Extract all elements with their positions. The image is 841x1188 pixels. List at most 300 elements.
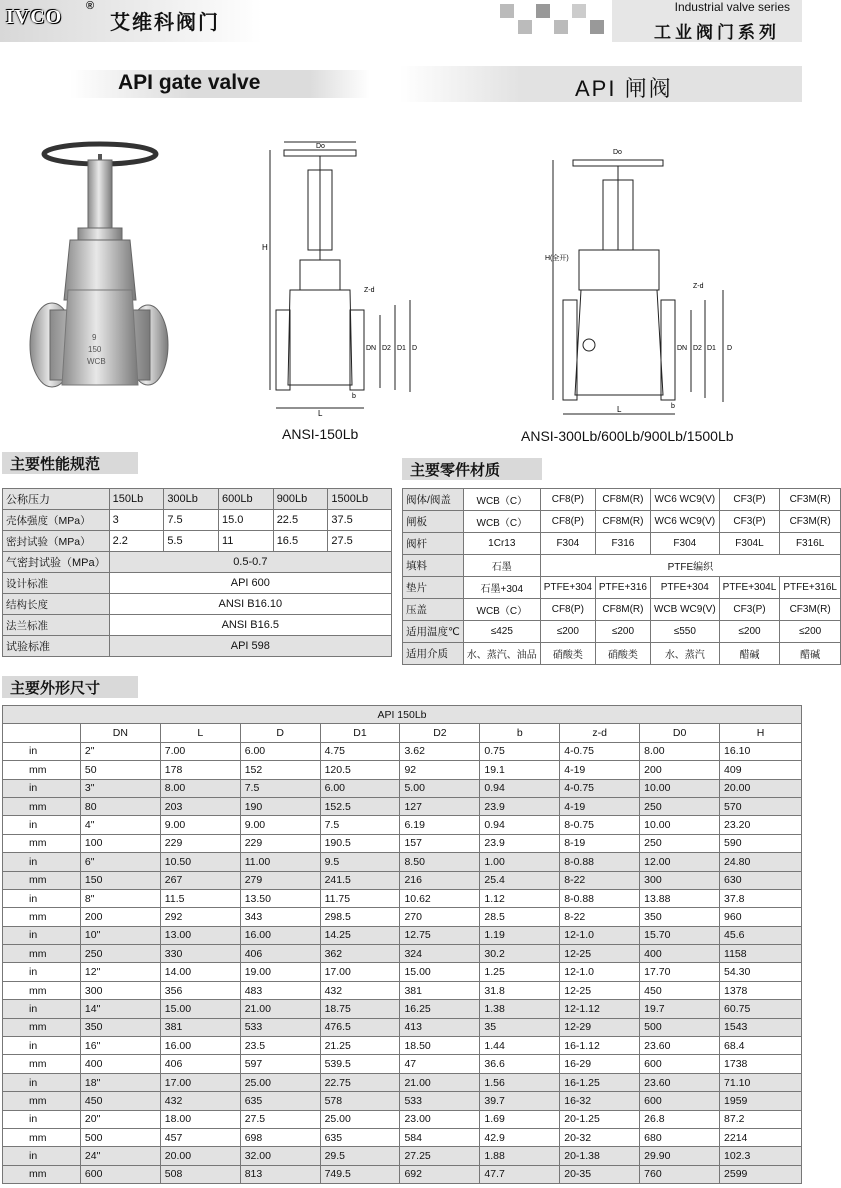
table-cell: 381 bbox=[160, 1018, 240, 1036]
table-cell: 1.69 bbox=[480, 1110, 560, 1128]
table-cell: 19.00 bbox=[240, 963, 320, 981]
column-header: b bbox=[480, 724, 560, 742]
table-cell: 630 bbox=[720, 871, 802, 889]
table-cell: 12-25 bbox=[560, 945, 640, 963]
table-cell: CF8M(R) bbox=[595, 599, 650, 621]
table-cell: 试验标准 bbox=[3, 636, 110, 657]
table-cell: 20-35 bbox=[560, 1165, 640, 1183]
drawing2-dn-label: DN bbox=[677, 345, 688, 352]
table-cell: 241.5 bbox=[320, 871, 400, 889]
table-cell: 10.62 bbox=[400, 889, 480, 907]
table-row bbox=[3, 615, 392, 636]
dimensions-caption: API 150Lb bbox=[3, 706, 802, 724]
table-cell: 石墨 bbox=[463, 555, 540, 577]
table-cell: CF3M(R) bbox=[780, 599, 841, 621]
table-cell: 16-29 bbox=[560, 1055, 640, 1073]
table-cell: 27.5 bbox=[328, 531, 392, 552]
table-cell: 2.2 bbox=[109, 531, 164, 552]
table-cell: 749.5 bbox=[320, 1165, 400, 1183]
table-cell: 270 bbox=[400, 908, 480, 926]
table-cell: 15.0 bbox=[219, 510, 274, 531]
table-cell: 71.10 bbox=[720, 1073, 802, 1091]
table-cell: 29.90 bbox=[640, 1147, 720, 1165]
table-cell: 醋碱 bbox=[719, 643, 780, 665]
dimensions-table bbox=[2, 705, 802, 1184]
brand-logo: IVCO bbox=[6, 6, 63, 28]
table-cell: 8-22 bbox=[560, 908, 640, 926]
photo-material-mark: WCB bbox=[87, 357, 106, 366]
table-cell: 330 bbox=[160, 945, 240, 963]
table-cell: in bbox=[3, 889, 81, 907]
table-cell: 6.00 bbox=[240, 742, 320, 760]
table-cell: mm bbox=[3, 834, 81, 852]
table-cell: 570 bbox=[720, 797, 802, 815]
column-header: DN bbox=[80, 724, 160, 742]
table-cell: 18.50 bbox=[400, 1037, 480, 1055]
table-cell: 21.00 bbox=[400, 1073, 480, 1091]
table-cell: 11.00 bbox=[240, 853, 320, 871]
table-cell: 10.00 bbox=[640, 816, 720, 834]
table-cell: in bbox=[3, 1073, 81, 1091]
drawing2-d1-label: D1 bbox=[707, 345, 716, 352]
table-cell: 457 bbox=[160, 1128, 240, 1146]
table-cell: WCB WC9(V) bbox=[650, 599, 719, 621]
table-cell: 483 bbox=[240, 981, 320, 999]
table-cell: 450 bbox=[80, 1092, 160, 1110]
table-cell: 22.75 bbox=[320, 1073, 400, 1091]
table-cell: 1.00 bbox=[480, 853, 560, 871]
table-cell: CF8(P) bbox=[540, 489, 595, 511]
table-cell: 42.9 bbox=[480, 1128, 560, 1146]
table-cell: 8-19 bbox=[560, 834, 640, 852]
series-title-cn: 工业阀门系列 bbox=[654, 23, 780, 43]
table-cell: ANSI B16.5 bbox=[109, 615, 391, 636]
table-cell: 气密封试验（MPa） bbox=[3, 552, 110, 573]
table-cell: 阀体/阀盖 bbox=[403, 489, 464, 511]
gate-valve-photo bbox=[30, 140, 170, 410]
table-cell: 8-0.75 bbox=[560, 816, 640, 834]
table-cell: 362 bbox=[320, 945, 400, 963]
table-cell: 6.00 bbox=[320, 779, 400, 797]
drawing2-zd-label: Z-d bbox=[693, 283, 704, 290]
table-cell: 13.00 bbox=[160, 926, 240, 944]
table-cell: 29.5 bbox=[320, 1147, 400, 1165]
table-cell: 68.4 bbox=[720, 1037, 802, 1055]
table-cell: 1738 bbox=[720, 1055, 802, 1073]
table-cell: 597 bbox=[240, 1055, 320, 1073]
table-cell: ≤200 bbox=[595, 621, 650, 643]
table-cell: 8.50 bbox=[400, 853, 480, 871]
table-cell: 6" bbox=[80, 853, 160, 871]
table-cell: 45.6 bbox=[720, 926, 802, 944]
table-cell: in bbox=[3, 963, 81, 981]
table-cell: 500 bbox=[640, 1018, 720, 1036]
table-cell: 适用温度℃ bbox=[403, 621, 464, 643]
page-title-en: API gate valve bbox=[118, 71, 261, 94]
table-cell: CF8M(R) bbox=[595, 511, 650, 533]
drawing1-d0-label: Do bbox=[316, 143, 325, 150]
table-cell: 12-1.12 bbox=[560, 1000, 640, 1018]
table-cell: 12-29 bbox=[560, 1018, 640, 1036]
table-cell: 公称压力 bbox=[3, 489, 110, 510]
table-cell: 47.7 bbox=[480, 1165, 560, 1183]
table-cell: 13.88 bbox=[640, 889, 720, 907]
table-cell: 结构长度 bbox=[3, 594, 110, 615]
table-cell: 12-1.0 bbox=[560, 926, 640, 944]
table-cell: 1959 bbox=[720, 1092, 802, 1110]
table-cell: 409 bbox=[720, 761, 802, 779]
table-cell: 400 bbox=[640, 945, 720, 963]
registered-mark: ® bbox=[86, 0, 95, 12]
table-cell: 4-19 bbox=[560, 797, 640, 815]
table-cell: 闸板 bbox=[403, 511, 464, 533]
table-cell: 37.8 bbox=[720, 889, 802, 907]
drawing2-l-label: L bbox=[617, 405, 622, 414]
table-cell: 醋碱 bbox=[780, 643, 841, 665]
table-cell: PTFE+316 bbox=[595, 577, 650, 599]
column-header: L bbox=[160, 724, 240, 742]
table-cell: 23.20 bbox=[720, 816, 802, 834]
table-cell: 8-22 bbox=[560, 871, 640, 889]
table-cell: in bbox=[3, 816, 81, 834]
table-cell: 92 bbox=[400, 761, 480, 779]
table-cell: 157 bbox=[400, 834, 480, 852]
drawing2-d-label: D bbox=[727, 345, 733, 352]
series-title-en: Industrial valve series bbox=[674, 0, 790, 14]
table-cell: 1.38 bbox=[480, 1000, 560, 1018]
table-cell: 硝酸类 bbox=[540, 643, 595, 665]
table-cell: 300 bbox=[640, 871, 720, 889]
table-row bbox=[3, 1147, 802, 1165]
table-cell: 18.00 bbox=[160, 1110, 240, 1128]
table-cell: ≤425 bbox=[463, 621, 540, 643]
table-row bbox=[3, 636, 392, 657]
table-cell: PTFE+304L bbox=[719, 577, 780, 599]
section-header-dimensions: 主要外形尺寸 bbox=[2, 676, 138, 698]
table-cell: in bbox=[3, 1037, 81, 1055]
table-cell: in bbox=[3, 1147, 81, 1165]
table-cell: 27.25 bbox=[400, 1147, 480, 1165]
table-cell: CF3(P) bbox=[719, 599, 780, 621]
table-cell: 18" bbox=[80, 1073, 160, 1091]
table-cell: CF8(P) bbox=[540, 511, 595, 533]
drawing1-h-label: H bbox=[262, 243, 268, 252]
section-header-performance: 主要性能规范 bbox=[2, 452, 138, 474]
table-row bbox=[3, 871, 802, 889]
performance-header-row bbox=[3, 489, 392, 510]
table-cell: ≤200 bbox=[780, 621, 841, 643]
table-cell: CF3(P) bbox=[719, 489, 780, 511]
table-row bbox=[3, 761, 802, 779]
table-cell: 12-25 bbox=[560, 981, 640, 999]
table-cell: 200 bbox=[640, 761, 720, 779]
table-cell: 203 bbox=[160, 797, 240, 815]
table-cell: 450 bbox=[640, 981, 720, 999]
table-cell: 1.88 bbox=[480, 1147, 560, 1165]
table-row bbox=[3, 834, 802, 852]
table-cell: API 600 bbox=[109, 573, 391, 594]
table-cell: 20.00 bbox=[160, 1147, 240, 1165]
column-header: D1 bbox=[320, 724, 400, 742]
table-cell: 1.56 bbox=[480, 1073, 560, 1091]
table-cell: 406 bbox=[160, 1055, 240, 1073]
table-cell: 102.3 bbox=[720, 1147, 802, 1165]
table-cell: in bbox=[3, 926, 81, 944]
table-cell: 508 bbox=[160, 1165, 240, 1183]
table-cell: 8.00 bbox=[160, 779, 240, 797]
table-cell: 6.19 bbox=[400, 816, 480, 834]
table-cell: PTFE编织 bbox=[540, 555, 840, 577]
table-cell: 25.4 bbox=[480, 871, 560, 889]
table-cell: 20.00 bbox=[720, 779, 802, 797]
table-cell: CF3M(R) bbox=[780, 511, 841, 533]
drawing2-d0-label: Do bbox=[613, 149, 622, 156]
table-cell: 密封试验（MPa） bbox=[3, 531, 110, 552]
table-cell: 18.75 bbox=[320, 1000, 400, 1018]
table-row bbox=[3, 779, 802, 797]
column-header: H bbox=[720, 724, 802, 742]
table-cell: in bbox=[3, 779, 81, 797]
table-cell: 23.9 bbox=[480, 797, 560, 815]
photo-pressure-mark: 150 bbox=[88, 345, 102, 354]
table-cell: 533 bbox=[240, 1018, 320, 1036]
drawing1-l-label: L bbox=[318, 409, 323, 418]
table-cell: 250 bbox=[640, 834, 720, 852]
table-cell: 14.00 bbox=[160, 963, 240, 981]
table-cell: 30.2 bbox=[480, 945, 560, 963]
table-row bbox=[3, 926, 802, 944]
table-cell: 100 bbox=[80, 834, 160, 852]
table-cell: 760 bbox=[640, 1165, 720, 1183]
table-cell: 590 bbox=[720, 834, 802, 852]
table-cell: 350 bbox=[80, 1018, 160, 1036]
table-cell: 15.00 bbox=[160, 1000, 240, 1018]
table-cell: 16.00 bbox=[240, 926, 320, 944]
table-cell: 16-32 bbox=[560, 1092, 640, 1110]
table-cell: 413 bbox=[400, 1018, 480, 1036]
table-cell: 432 bbox=[320, 981, 400, 999]
table-cell: ≤200 bbox=[719, 621, 780, 643]
brand-box bbox=[0, 0, 262, 42]
table-cell: F316 bbox=[595, 533, 650, 555]
table-cell: 25.00 bbox=[320, 1110, 400, 1128]
table-cell: 25.00 bbox=[240, 1073, 320, 1091]
table-cell: 343 bbox=[240, 908, 320, 926]
table-row bbox=[3, 853, 802, 871]
table-cell: mm bbox=[3, 1018, 81, 1036]
table-cell: 381 bbox=[400, 981, 480, 999]
table-row bbox=[3, 889, 802, 907]
table-cell: WCB（C） bbox=[463, 599, 540, 621]
table-cell: 1543 bbox=[720, 1018, 802, 1036]
table-cell: 635 bbox=[240, 1092, 320, 1110]
brand-name-cn: 艾维科阀门 bbox=[110, 10, 220, 34]
table-cell: 13.50 bbox=[240, 889, 320, 907]
table-row bbox=[3, 594, 392, 615]
table-cell: 12" bbox=[80, 963, 160, 981]
table-cell: 1Cr13 bbox=[463, 533, 540, 555]
table-row bbox=[403, 555, 841, 577]
table-cell: 水、蒸汽 bbox=[650, 643, 719, 665]
table-cell: 8-0.88 bbox=[560, 853, 640, 871]
table-cell: 垫片 bbox=[403, 577, 464, 599]
table-cell: 8-0.88 bbox=[560, 889, 640, 907]
table-cell: 24" bbox=[80, 1147, 160, 1165]
photo-dn-mark: 9 bbox=[92, 333, 97, 342]
table-cell: mm bbox=[3, 908, 81, 926]
table-row bbox=[3, 1037, 802, 1055]
table-cell: 32.00 bbox=[240, 1147, 320, 1165]
table-cell: CF8(P) bbox=[540, 599, 595, 621]
table-row bbox=[3, 797, 802, 815]
table-cell: 19.7 bbox=[640, 1000, 720, 1018]
table-cell: 216 bbox=[400, 871, 480, 889]
table-cell: 39.7 bbox=[480, 1092, 560, 1110]
table-cell: 24.80 bbox=[720, 853, 802, 871]
dimensions-caption-row bbox=[3, 706, 802, 724]
drawing-caption-300-1500lb: ANSI-300Lb/600Lb/900Lb/1500Lb bbox=[521, 428, 734, 444]
performance-table bbox=[2, 488, 392, 657]
table-cell: 960 bbox=[720, 908, 802, 926]
table-row bbox=[3, 510, 392, 531]
table-cell: 324 bbox=[400, 945, 480, 963]
table-cell: mm bbox=[3, 797, 81, 815]
table-cell: 17.00 bbox=[320, 963, 400, 981]
table-cell: 9.00 bbox=[240, 816, 320, 834]
table-cell: 16.25 bbox=[400, 1000, 480, 1018]
table-cell: ANSI B16.10 bbox=[109, 594, 391, 615]
table-cell: 16-1.25 bbox=[560, 1073, 640, 1091]
table-cell: 1.25 bbox=[480, 963, 560, 981]
drawing2-b-label: b bbox=[671, 403, 675, 410]
table-row bbox=[403, 599, 841, 621]
table-cell: 0.5-0.7 bbox=[109, 552, 391, 573]
table-cell: 填料 bbox=[403, 555, 464, 577]
table-cell: 50 bbox=[80, 761, 160, 779]
table-cell: 10.00 bbox=[640, 779, 720, 797]
table-cell: 15.00 bbox=[400, 963, 480, 981]
table-row bbox=[3, 1128, 802, 1146]
table-cell: 350 bbox=[640, 908, 720, 926]
drawing1-b-label: b bbox=[352, 393, 356, 400]
column-header: D0 bbox=[640, 724, 720, 742]
drawing1-zd-label: Z-d bbox=[364, 287, 375, 294]
drawing1-d2-label: D2 bbox=[382, 345, 391, 352]
table-cell: 23.60 bbox=[640, 1073, 720, 1091]
table-cell: 150 bbox=[80, 871, 160, 889]
drawing-caption-150lb: ANSI-150Lb bbox=[282, 426, 359, 442]
table-row bbox=[403, 643, 841, 665]
table-row bbox=[3, 908, 802, 926]
table-cell: 14.25 bbox=[320, 926, 400, 944]
table-cell: mm bbox=[3, 1165, 81, 1183]
table-cell: F304L bbox=[719, 533, 780, 555]
table-cell: 36.6 bbox=[480, 1055, 560, 1073]
table-cell: 578 bbox=[320, 1092, 400, 1110]
table-cell: 680 bbox=[640, 1128, 720, 1146]
table-cell: CF3M(R) bbox=[780, 489, 841, 511]
table-cell: in bbox=[3, 742, 81, 760]
technical-drawing-300-1500lb bbox=[545, 140, 745, 420]
table-cell: 406 bbox=[240, 945, 320, 963]
table-cell: mm bbox=[3, 981, 81, 999]
table-cell: 14" bbox=[80, 1000, 160, 1018]
table-cell: 16.10 bbox=[720, 742, 802, 760]
table-cell: 5.5 bbox=[164, 531, 219, 552]
table-row bbox=[3, 1018, 802, 1036]
table-cell: 12-1.0 bbox=[560, 963, 640, 981]
table-cell: 7.5 bbox=[320, 816, 400, 834]
table-cell: ≤200 bbox=[540, 621, 595, 643]
table-cell: 152 bbox=[240, 761, 320, 779]
table-cell: 16-1.12 bbox=[560, 1037, 640, 1055]
table-cell: 250 bbox=[80, 945, 160, 963]
table-cell: 4" bbox=[80, 816, 160, 834]
table-cell: 水、蒸汽、油品 bbox=[463, 643, 540, 665]
table-cell: 4-19 bbox=[560, 761, 640, 779]
table-cell: CF3(P) bbox=[719, 511, 780, 533]
table-cell: 476.5 bbox=[320, 1018, 400, 1036]
table-cell: 356 bbox=[160, 981, 240, 999]
table-cell: 31.8 bbox=[480, 981, 560, 999]
table-cell: 127 bbox=[400, 797, 480, 815]
table-row bbox=[403, 577, 841, 599]
table-cell: 阀杆 bbox=[403, 533, 464, 555]
table-cell: 23.9 bbox=[480, 834, 560, 852]
table-cell: 22.5 bbox=[273, 510, 328, 531]
table-row bbox=[3, 742, 802, 760]
column-header: z-d bbox=[560, 724, 640, 742]
table-cell: 698 bbox=[240, 1128, 320, 1146]
table-cell: 9.00 bbox=[160, 816, 240, 834]
table-cell: 7.5 bbox=[240, 779, 320, 797]
table-cell: 11 bbox=[219, 531, 274, 552]
table-cell bbox=[3, 724, 81, 742]
table-row bbox=[403, 489, 841, 511]
table-cell: 37.5 bbox=[328, 510, 392, 531]
table-cell: 19.1 bbox=[480, 761, 560, 779]
table-cell: 4.75 bbox=[320, 742, 400, 760]
series-box bbox=[612, 0, 802, 42]
table-cell: 12.75 bbox=[400, 926, 480, 944]
table-cell: 2" bbox=[80, 742, 160, 760]
table-cell: 292 bbox=[160, 908, 240, 926]
table-cell: 60.75 bbox=[720, 1000, 802, 1018]
table-row bbox=[3, 981, 802, 999]
table-cell: 20-32 bbox=[560, 1128, 640, 1146]
table-cell: WCB（C） bbox=[463, 511, 540, 533]
table-cell: 1158 bbox=[720, 945, 802, 963]
table-row bbox=[3, 1165, 802, 1183]
table-cell: 600 bbox=[80, 1165, 160, 1183]
table-cell: 23.00 bbox=[400, 1110, 480, 1128]
table-cell: in bbox=[3, 853, 81, 871]
table-cell: 2599 bbox=[720, 1165, 802, 1183]
table-cell: 16.00 bbox=[160, 1037, 240, 1055]
table-row bbox=[3, 1110, 802, 1128]
table-row bbox=[3, 573, 392, 594]
table-cell: 法兰标准 bbox=[3, 615, 110, 636]
table-cell: 8.00 bbox=[640, 742, 720, 760]
table-cell: 0.94 bbox=[480, 816, 560, 834]
table-cell: 27.5 bbox=[240, 1110, 320, 1128]
table-cell: 3 bbox=[109, 510, 164, 531]
table-cell: 600 bbox=[640, 1092, 720, 1110]
table-cell: 35 bbox=[480, 1018, 560, 1036]
dimensions-header-row bbox=[3, 724, 802, 742]
table-cell: 87.2 bbox=[720, 1110, 802, 1128]
table-cell: 300 bbox=[80, 981, 160, 999]
